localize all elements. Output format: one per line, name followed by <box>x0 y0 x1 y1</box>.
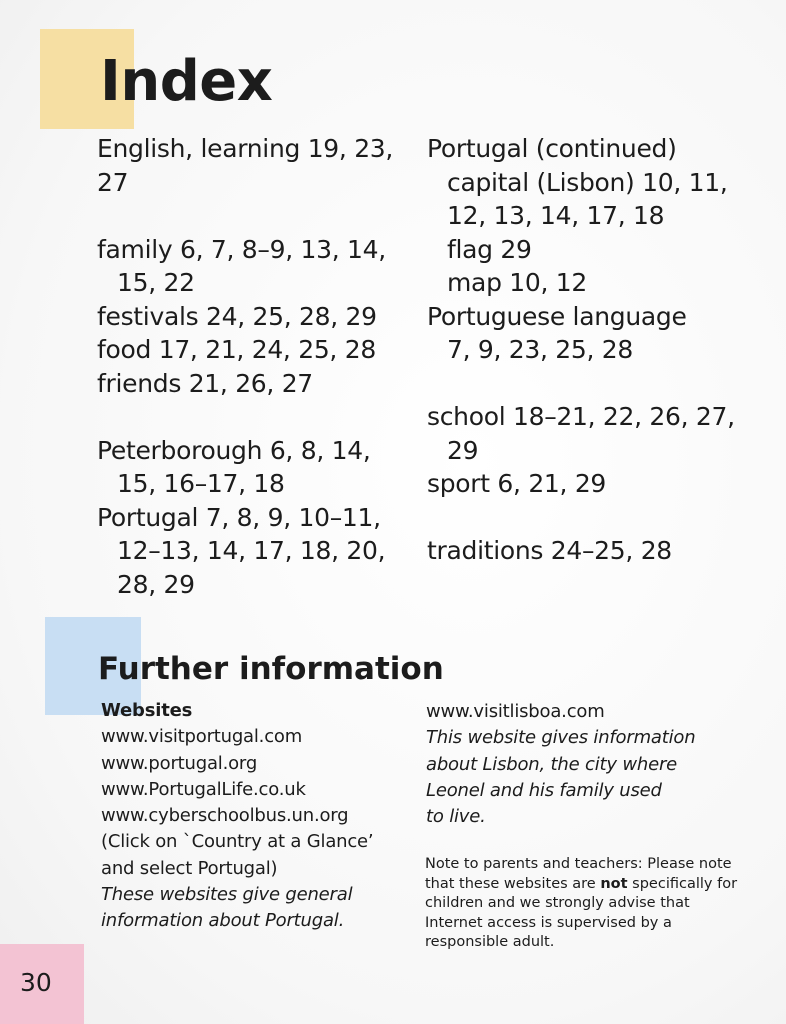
index-entry: family 6, 7, 8–9, 13, 14, <box>97 234 386 264</box>
note-emphasis: not <box>600 875 628 892</box>
index-entry: school 18–21, 22, 26, 27, <box>427 402 735 431</box>
index-entry: sport 6, 21, 29 <box>427 469 607 498</box>
page-number: 30 <box>20 968 52 997</box>
websites-heading: Websites <box>101 700 193 721</box>
index-entry: Portuguese language <box>427 301 687 331</box>
index-entry-continuation: 7, 9, 23, 25, 28 <box>447 335 634 364</box>
index-subentry: capital (Lisbon) 10, 11, <box>447 167 728 197</box>
websites-description: information about Portugal. <box>101 910 345 932</box>
index-entry-continuation: 15, 16–17, 18 <box>117 469 285 498</box>
website-description: Leonel and his family used <box>426 779 662 801</box>
index-column-left <box>97 132 417 601</box>
parents-teachers-note <box>425 855 745 953</box>
website-link: www.portugal.org <box>101 752 258 774</box>
index-title: Index <box>100 49 273 114</box>
website-instruction: and select Portugal) <box>101 857 278 879</box>
index-entry: English, learning 19, 23, 27 <box>97 134 394 197</box>
website-instruction: (Click on `Country at a Glance’ <box>101 831 374 853</box>
website-link: www.visitlisboa.com <box>426 701 605 722</box>
website-description: to live. <box>426 806 486 828</box>
index-entry: Portugal (continued) <box>427 134 677 163</box>
index-entry-continuation: 15, 22 <box>117 268 195 297</box>
index-entry: traditions 24–25, 28 <box>427 536 672 565</box>
note-text: specifically for children and we strongly advise that Internet access is supervised by a responsible adult. <box>425 875 738 950</box>
website-link: www.cyberschoolbus.un.org <box>101 805 349 827</box>
index-entry: Portugal 7, 8, 9, 10–11, <box>97 502 381 532</box>
index-subentry-continuation: 12, 13, 14, 17, 18 <box>447 201 665 230</box>
website-description: about Lisbon, the city where <box>426 753 678 775</box>
index-entry-continuation: 28, 29 <box>117 569 195 599</box>
index-entry: Peterborough 6, 8, 14, <box>97 435 371 465</box>
lisbon-website <box>426 699 746 830</box>
website-description: This website gives information <box>426 727 696 749</box>
websites-list <box>101 698 411 935</box>
website-link: www.visitportugal.com <box>101 726 303 748</box>
index-subentry: map 10, 12 <box>447 268 588 297</box>
website-link: www.PortugalLife.co.uk <box>101 778 306 800</box>
index-entry: festivals 24, 25, 28, 29 <box>97 301 377 331</box>
note-text: Note to parents and teachers: Please note that these websites are <box>425 856 732 892</box>
index-entry-continuation: 12–13, 14, 17, 18, 20, <box>117 536 386 565</box>
index-entry-continuation: 29 <box>447 435 479 465</box>
index-column-right <box>427 132 767 568</box>
index-entry: food 17, 21, 24, 25, 28 <box>97 335 376 364</box>
index-subentry: flag 29 <box>447 234 532 264</box>
websites-description: These websites give general <box>101 884 353 906</box>
index-entry: friends 21, 26, 27 <box>97 368 313 398</box>
further-information-title: Further information <box>98 651 444 687</box>
